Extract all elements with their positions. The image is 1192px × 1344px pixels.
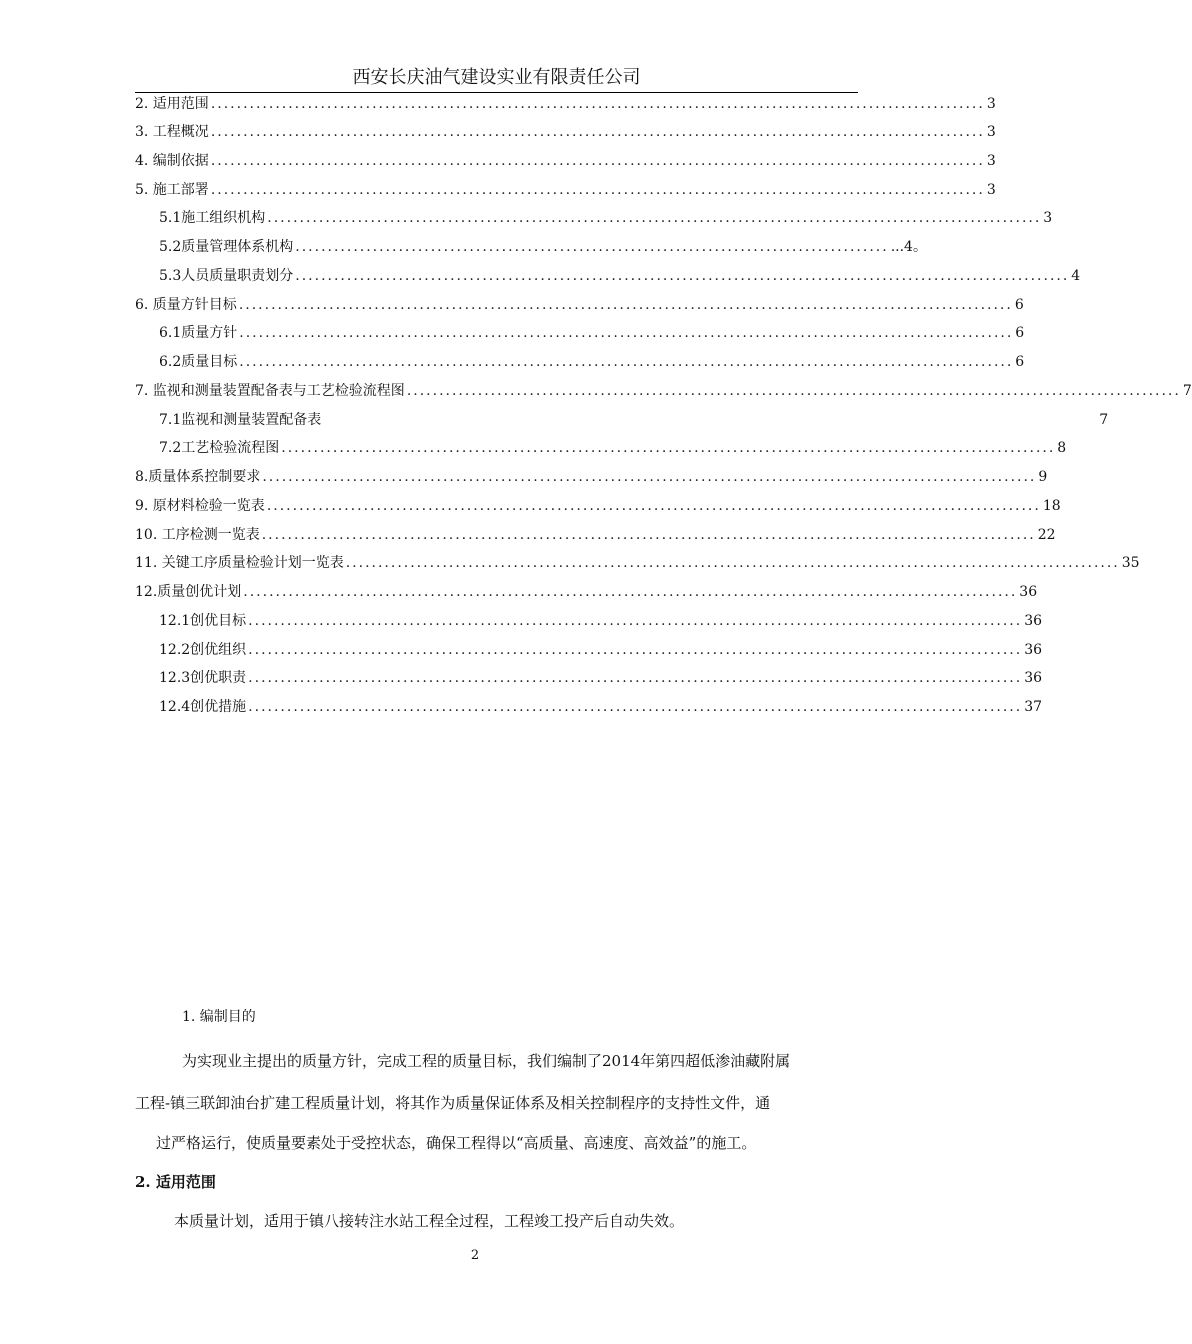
toc-leader: ........................................................................................................................ <box>248 642 1023 658</box>
toc-leader: ........................................................................................................................ <box>210 153 985 169</box>
toc-page: 3 <box>986 182 996 198</box>
toc-leader: ........................................................................................................................ <box>239 354 1014 370</box>
toc-page: 22 <box>1037 527 1056 543</box>
toc-entry[interactable] <box>135 466 1048 488</box>
toc-entry[interactable] <box>135 121 996 143</box>
toc-page: 3 <box>986 153 996 169</box>
toc-page: 36 <box>1019 584 1038 600</box>
toc-label: 10. 工序检测一览表 <box>135 527 260 543</box>
toc-leader: ........................................................................................................................ <box>243 584 1018 600</box>
toc-label: 5.3人员质量职责划分 <box>159 268 294 284</box>
toc-page: 37 <box>1024 699 1043 715</box>
toc-label: 5. 施工部署 <box>135 182 209 198</box>
toc-page: 9 <box>1038 469 1048 485</box>
section-2-text: 本质量计划，适用于镇八接转注水站工程全过程，工程竣工投产后自动失效。 <box>174 1212 685 1230</box>
toc-leader: ........................................................................................................................ <box>210 124 985 140</box>
toc-entry[interactable] <box>135 552 1140 574</box>
toc-label: 12.3创优职责 <box>159 670 247 686</box>
company-name: 西安长庆油气建设实业有限责任公司 <box>352 67 641 88</box>
section-1-line: 为实现业主提出的质量方针，完成工程的质量目标，我们编制了2014年第四超低渗油藏附属 <box>182 1052 791 1070</box>
toc-entry[interactable] <box>135 581 1038 603</box>
toc-entry[interactable] <box>159 696 1043 718</box>
toc-label: 9. 原材料检验一览表 <box>135 498 265 514</box>
toc-entry[interactable] <box>135 150 996 172</box>
toc-leader: ........................................................................................................................ <box>262 469 1037 485</box>
toc-label: 5.2质量管理体系机构 <box>159 239 294 255</box>
toc-leader: ........................................................................................................................ <box>210 96 985 112</box>
toc-entry[interactable] <box>159 667 1043 689</box>
toc-entry[interactable] <box>159 322 1025 344</box>
toc-leader: ........................................................................................................................ <box>248 699 1023 715</box>
toc-label: 6.2质量目标 <box>159 354 238 370</box>
toc-entry[interactable] <box>159 639 1043 661</box>
toc-page: 18 <box>1042 498 1061 514</box>
toc-label: 4. 编制依据 <box>135 153 209 169</box>
toc-leader: ........................................................................................................................ <box>248 670 1023 686</box>
toc-label: 12.质量创优计划 <box>135 584 242 600</box>
toc-label: 6.1质量方针 <box>159 325 238 341</box>
toc-entry[interactable] <box>159 409 1109 431</box>
page-number: 2 <box>470 1248 480 1263</box>
toc-entry[interactable] <box>135 179 996 201</box>
toc-page: 6 <box>1015 354 1025 370</box>
toc-label: 3. 工程概况 <box>135 124 209 140</box>
toc-leader: ............................................................................................ <box>295 239 889 255</box>
toc-label: 7.2工艺检验流程图 <box>159 440 280 456</box>
document-header <box>135 66 858 93</box>
toc-page: 3 <box>1043 210 1053 226</box>
toc-page: 35 <box>1121 555 1140 571</box>
toc-entry[interactable] <box>135 380 1192 402</box>
toc-entry[interactable] <box>159 610 1043 632</box>
toc-entry[interactable] <box>159 236 927 258</box>
toc-leader: ........................................................................................................................ <box>295 268 1070 284</box>
toc-label: 12.4创优措施 <box>159 699 247 715</box>
toc-entry[interactable] <box>135 495 1061 517</box>
toc-leader: ........................................................................................................................ <box>406 383 1181 399</box>
toc-entry[interactable] <box>159 265 1081 287</box>
toc-entry[interactable] <box>135 294 1024 316</box>
toc-label: 5.1施工组织机构 <box>159 210 266 226</box>
toc-label: 12.2创优组织 <box>159 642 247 658</box>
toc-label: 12.1创优目标 <box>159 613 247 629</box>
toc-leader: ........................................................................................................................ <box>267 210 1042 226</box>
toc-page: 7 <box>1182 383 1192 399</box>
section-1-line: 工程-镇三联卸油台扩建工程质量计划，将其作为质量保证体系及相关控制程序的支持性文件，通 <box>135 1094 771 1112</box>
toc-page: 8 <box>1057 440 1067 456</box>
toc-leader: ........................................................................................................................ <box>238 297 1013 313</box>
toc-page: 7 <box>1099 412 1109 428</box>
toc-label: 8.质量体系控制要求 <box>135 469 261 485</box>
toc-leader: ........................................................................................................................ <box>210 182 985 198</box>
toc-entry[interactable] <box>159 351 1025 373</box>
toc-page: 3 <box>986 124 996 140</box>
toc-page: 36 <box>1024 642 1043 658</box>
toc-entry[interactable] <box>135 524 1056 546</box>
toc-entry[interactable] <box>159 207 1053 229</box>
toc-leader: ........................................................................................................................ <box>239 325 1014 341</box>
section-1-line: 过严格运行，使质量要素处于受控状态，确保工程得以“高质量、高速度、高效益”的施工。 <box>156 1134 757 1152</box>
toc-leader: ........................................................................................................................ <box>248 613 1023 629</box>
toc-entry[interactable] <box>135 93 996 115</box>
toc-leader: ........................................................................................................................ <box>266 498 1041 514</box>
toc-label: 6. 质量方针目标 <box>135 297 237 313</box>
toc-page: 36 <box>1024 613 1043 629</box>
toc-page: 4 <box>1071 268 1081 284</box>
toc-leader: ........................................................................................................................ <box>261 527 1036 543</box>
toc-label: 2. 适用范围 <box>135 96 209 112</box>
toc-page: 36 <box>1024 670 1043 686</box>
toc-page: 3 <box>986 96 996 112</box>
toc-label: 7.1监视和测量装置配备表 <box>159 412 322 428</box>
toc-label: 11. 关键工序质量检验计划一览表 <box>135 555 344 571</box>
section-2-heading: 2. 适用范围 <box>135 1173 216 1191</box>
toc-entry[interactable] <box>159 437 1067 459</box>
toc-page: 6 <box>1015 325 1025 341</box>
section-1-heading: 1. 编制目的 <box>182 1009 256 1025</box>
toc-leader: ........................................................................................................................ <box>345 555 1120 571</box>
toc-page: 6 <box>1014 297 1024 313</box>
toc-label: 7. 监视和测量装置配备表与工艺检验流程图 <box>135 383 405 399</box>
toc-leader: ........................................................................................................................ <box>281 440 1056 456</box>
toc-page: ...4。 <box>890 239 927 255</box>
